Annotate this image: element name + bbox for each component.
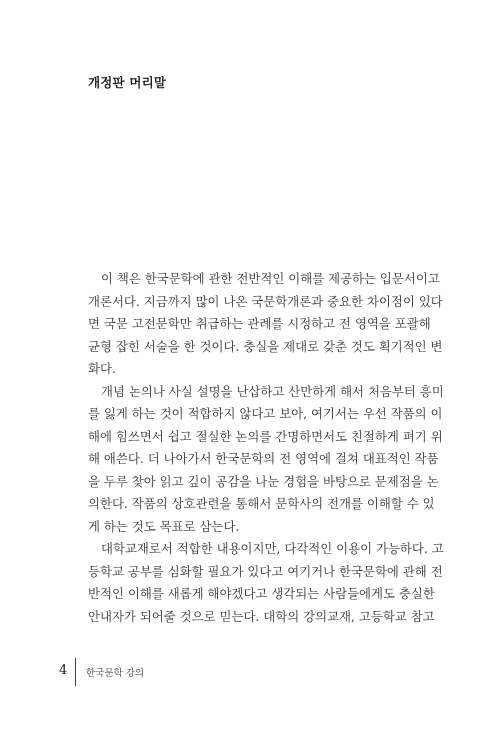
paragraph-1-line-2: 개론서다. 지금까지 많이 나온 국문학개론과 중요한 차이점이 있다 — [88, 293, 443, 309]
paragraph-3-line-3: 반적인 이해를 새롭게 해야겠다고 생각되는 사람들에게도 충실한 — [88, 586, 435, 601]
page-number: 4 — [59, 663, 68, 678]
paragraph-3-line-1: 대학교재로서 적합한 내용이지만, 다각적인 이용이 가능하다. 고 — [101, 541, 444, 556]
paragraph-1-line-3: 면 국문 고전문학만 취급하는 관례를 시정하고 전 영역을 포괄해 — [88, 316, 431, 331]
page-footer — [0, 662, 500, 682]
paragraph-3-line-2: 등학교 공부를 심화할 필요가 있다고 여기거나 한국문학에 관해 전 — [88, 563, 443, 579]
paragraph-1-line-4: 균형 잡힌 서술을 한 것이다. 충실을 제대로 갖춘 것도 획기적인 변 — [88, 338, 443, 354]
paragraph-2-line-7: 게 하는 것도 목표로 삼는다. — [88, 518, 240, 534]
paragraph-2-line-5: 을 두루 찾아 읽고 깊이 공감을 나눈 경험을 바탕으로 문제점을 논 — [88, 473, 439, 489]
paragraph-1-line-1: 이 책은 한국문학에 관한 전반적인 이해를 제공하는 입문서이고 — [101, 271, 440, 286]
paragraph-2-line-6: 의한다. 작품의 상호관련을 통해서 문학사의 전개를 이해할 수 있 — [88, 496, 435, 511]
body-text — [88, 268, 444, 628]
paragraph-2-line-1: 개념 논의나 사실 설명을 난삽하고 산만하게 해서 처음부터 흥미 — [101, 383, 444, 399]
page-heading: 개정판 머리말 — [88, 75, 167, 90]
running-title: 한국문학 강의 — [86, 668, 145, 679]
paragraph-2-line-3: 해에 힘쓰면서 쉽고 절실한 논의를 간명하면서도 친절하게 펴기 위 — [88, 428, 443, 444]
paragraph-1-line-5: 화다. — [88, 361, 116, 376]
paragraph-2-line-4: 해 애쓴다. 더 나아가서 한국문학의 전 영역에 걸쳐 대표적인 작품 — [88, 451, 439, 466]
paragraph-2-line-2: 를 잃게 하는 것이 적합하지 않다고 보아, 여기서는 우선 작품의 이 — [88, 406, 443, 421]
footer-divider — [75, 658, 76, 686]
paragraph-3-line-4: 안내자가 되어줄 것으로 믿는다. 대학의 강의교재, 고등학교 참고 — [88, 608, 435, 624]
